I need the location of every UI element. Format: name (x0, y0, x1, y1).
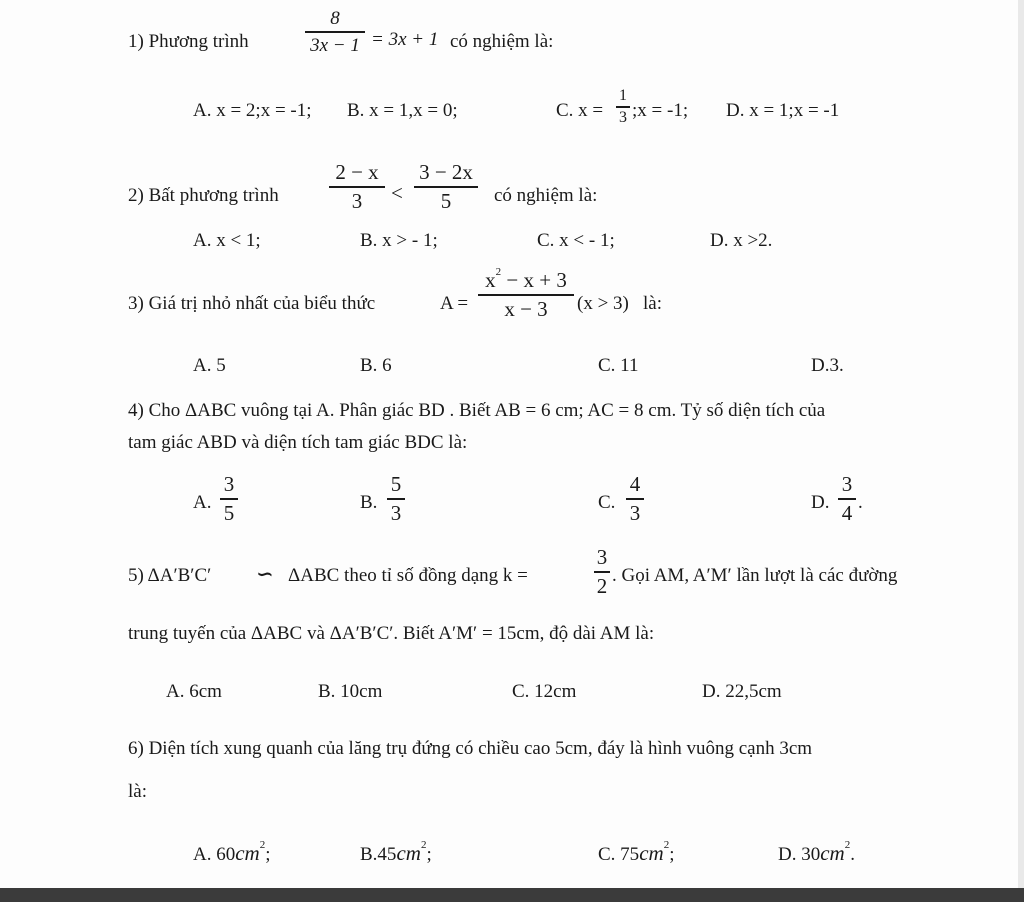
q6-b-post: ; (426, 844, 432, 865)
q5-part2: ΔABC theo tỉ số đồng dạng k = (288, 565, 528, 586)
q3-a-equals: A = (440, 293, 469, 314)
q2-fraction-left (329, 162, 385, 212)
q6-option-b (360, 839, 432, 865)
q6-option-c (598, 839, 675, 865)
q3-option-c: C. 11 (598, 355, 639, 376)
q1-frac-num: 8 (330, 8, 340, 29)
q4-option-a-label: A. (193, 492, 212, 513)
q5-option-d: D. 22,5cm (702, 681, 782, 702)
q1-c-num: 1 (619, 87, 627, 104)
q1-rhs: = 3x + 1 (371, 29, 439, 50)
q2-frac1-bar (329, 186, 385, 188)
q1-fraction (305, 9, 365, 55)
q3-num-rest: − x + 3 (501, 268, 567, 292)
q2-frac2-bar (414, 186, 478, 188)
q4-c-den: 3 (629, 500, 641, 525)
q5-part3: . Gọi AM, A′M′ lần lượt là các đường (612, 565, 898, 586)
q4-option-c-fraction (626, 474, 644, 524)
q4-d-num: 3 (841, 472, 853, 496)
q4-b-bar (387, 498, 405, 500)
q5-k-bar (594, 571, 610, 573)
q2-intro: 2) Bất phương trình (128, 185, 279, 206)
q6-a-post: ; (265, 844, 271, 865)
q3-num-x: x (485, 268, 496, 292)
q4-a-bar (220, 498, 238, 500)
q1-c-den: 3 (619, 108, 627, 126)
q3-frac-bar (478, 294, 574, 296)
q1-option-d: D. x = 1;x = -1 (726, 100, 840, 121)
q5-option-b: B. 10cm (318, 681, 383, 702)
q3-option-a: A. 5 (193, 355, 226, 376)
q4-option-d-dot: . (858, 492, 863, 513)
q6-a-value: A. 60 (193, 844, 236, 865)
q6-b-exponent: 2 (420, 839, 427, 851)
q1-intro: 1) Phương trình (128, 31, 249, 52)
q5-line2: trung tuyến của ΔABC và ΔA′B′C′. Biết A′M′ = 15cm, độ dài AM là: (128, 623, 655, 644)
q6-option-d (778, 839, 855, 865)
bottom-frame-bar (0, 888, 1024, 902)
q4-option-b-label: B. (360, 492, 378, 513)
q2-less-than: < (391, 181, 403, 205)
q6-c-unit: cm (639, 841, 664, 865)
q4-line2: tam giác ABD và diện tích tam giác BDC là: (128, 432, 468, 453)
q1-option-a: A. x = 2;x = -1; (193, 100, 312, 121)
q4-option-c-label: C. (598, 492, 616, 513)
q6-c-exponent: 2 (663, 839, 670, 851)
q3-option-b: B. 6 (360, 355, 392, 376)
q1-tail: có nghiệm là: (450, 31, 554, 52)
q4-option-a-fraction (220, 474, 238, 524)
q6-c-value: C. 75 (598, 844, 640, 865)
q2-option-a: A. x < 1; (193, 230, 261, 251)
q5-k-fraction (594, 547, 610, 597)
q1-frac-den: 3x − 1 (310, 34, 360, 56)
q6-b-value: B.45 (360, 844, 397, 865)
q4-b-num: 5 (390, 472, 402, 496)
similar-symbol-icon: ∽ (256, 562, 274, 586)
q2-tail: có nghiệm là: (494, 185, 598, 206)
q2-frac2-num: 3 − 2x (419, 160, 473, 184)
q3-tail: là: (643, 293, 662, 314)
q2-option-c: C. x < - 1; (537, 230, 615, 251)
q1-option-b: B. x = 1,x = 0; (347, 100, 458, 121)
q5-option-c: C. 12cm (512, 681, 577, 702)
q4-c-num: 4 (629, 472, 641, 496)
q1-option-c-post: ;x = -1; (632, 100, 689, 121)
q1-option-c-fraction (616, 88, 630, 126)
q6-c-post: ; (669, 844, 675, 865)
q1-frac-bar (305, 31, 365, 33)
q2-option-b: B. x > - 1; (360, 230, 438, 251)
q3-intro: 3) Giá trị nhỏ nhất của biểu thức (128, 293, 376, 314)
q1-c-bar (616, 106, 630, 108)
q6-line1: 6) Diện tích xung quanh của lăng trụ đứng có chiều cao 5cm, đáy là hình vuông cạnh 3cm (128, 738, 813, 759)
q4-d-den: 4 (841, 500, 853, 525)
q4-line1: 4) Cho ΔABC vuông tại A. Phân giác BD . Biết AB = 6 cm; AC = 8 cm. Tỷ số diện tích của (128, 400, 826, 421)
q3-fraction (478, 266, 574, 321)
q6-d-value: D. 30 (778, 844, 821, 865)
q3-option-d: D.3. (811, 355, 844, 376)
q6-option-a (193, 839, 271, 865)
q4-d-bar (838, 498, 856, 500)
q6-line2: là: (128, 781, 147, 802)
q3-condition: (x > 3) (577, 293, 629, 314)
q6-a-unit: cm (235, 841, 260, 865)
q3-num-exponent: 2 (495, 266, 502, 278)
q6-b-unit: cm (396, 841, 421, 865)
q5-option-a: A. 6cm (166, 681, 222, 702)
q2-frac2-den: 5 (440, 188, 452, 213)
q3-frac-den: x − 3 (504, 296, 548, 321)
q5-k-den: 2 (596, 573, 608, 598)
q2-frac1-den: 3 (351, 188, 363, 213)
q2-option-d: D. x >2. (710, 230, 773, 251)
q4-c-bar (626, 498, 644, 500)
q4-b-den: 3 (390, 500, 402, 525)
q5-part1: 5) ΔA′B′C′ (128, 565, 212, 586)
q6-d-exponent: 2 (844, 839, 851, 851)
q4-a-num: 3 (223, 472, 235, 496)
q5-k-num: 3 (596, 545, 608, 569)
q4-option-b-fraction (387, 474, 405, 524)
q4-option-d-fraction (838, 474, 856, 524)
q4-a-den: 5 (223, 500, 235, 525)
q6-a-exponent: 2 (259, 839, 266, 851)
q2-frac1-num: 2 − x (335, 160, 379, 184)
page-edge-shadow (1018, 0, 1024, 888)
q6-d-post: . (850, 844, 855, 865)
q2-fraction-right (414, 162, 478, 212)
q4-option-d-label: D. (811, 492, 830, 513)
q1-option-c-pre: C. x = (556, 100, 604, 121)
q6-d-unit: cm (820, 841, 845, 865)
q3-frac-num (478, 266, 574, 292)
